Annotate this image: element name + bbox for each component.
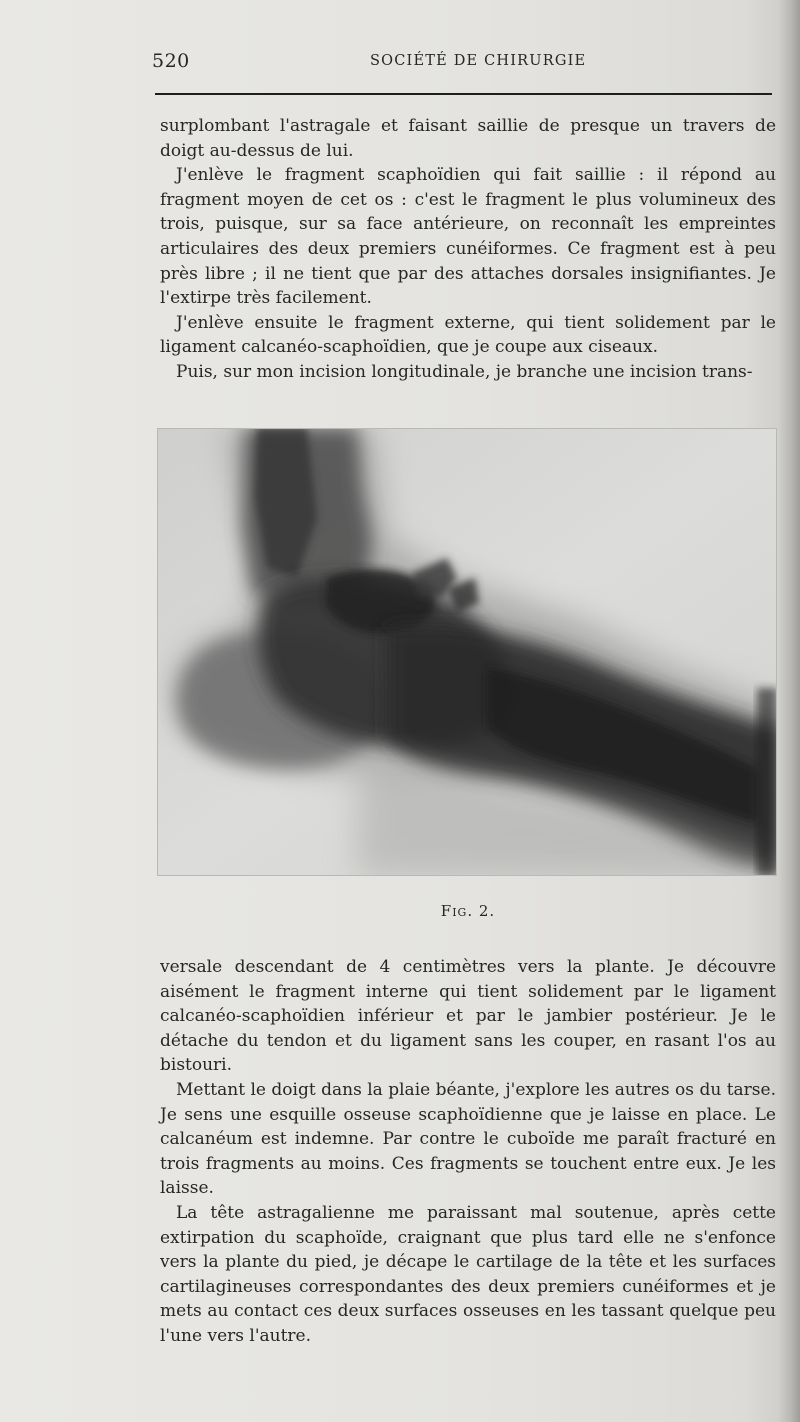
running-head: SOCIÉTÉ DE CHIRURGIE xyxy=(370,53,587,69)
page-number: 520 xyxy=(152,50,190,72)
page-edge-shadow xyxy=(778,0,800,1422)
bottom-text-block xyxy=(160,955,776,1349)
header-rule xyxy=(155,93,772,95)
paragraph: J'enlève ensuite le fragment externe, qui tient solidement par le ligament calcanéo-scaphoïdien, que je coupe aux ciseaux. xyxy=(160,312,776,358)
paragraph: La tête astragalienne me paraissant mal soutenue, après cette extirpation du scaphoïde, craignant que plus tard elle ne s'enfonce vers la plante du pied, je décape le cartilage de la tête et les surfaces cartilagineuses correspondantes des deux premiers cunéiformes et je mets au contact ces deux surfaces osseuses en les tassant quelque peu l'une vers l'autre. xyxy=(160,1202,776,1346)
top-text-block xyxy=(160,114,776,385)
paragraph: Puis, sur mon incision longitudinale, je branche une incision trans- xyxy=(176,361,753,382)
paragraph: versale descendant de 4 centimètres vers la plante. Je découvre aisément le fragment interne qui tient solidement par le ligament calcanéo-scaphoïdien inférieur et par le jambier postérieur. Je le détache du tendon et du ligament sans les couper, en rasant l'os au bistouri. xyxy=(160,957,776,1076)
foot-radiograph-image xyxy=(157,428,777,876)
paragraph: surplombant l'astragale et faisant saillie de presque un travers de doigt au-dessus de lui. xyxy=(160,116,776,161)
page-header xyxy=(152,50,774,78)
paragraph: J'enlève le fragment scaphoïdien qui fait saillie : il répond au fragment moyen de cet os : c'est le fragment le plus volumineux des trois, puisque, sur sa face antérieure, on reconnaît les empreintes articulaires des deux premiers cunéiformes. Ce fragment est à peu près libre ; il ne tient que par des attaches dorsales insignifiantes. Je l'extirpe très facilement. xyxy=(160,165,776,309)
figure-caption: Fig. 2. xyxy=(440,902,496,920)
paragraph: Mettant le doigt dans la plaie béante, j'explore les autres os du tarse. Je sens une esquille osseuse scaphoïdienne que je laisse en place. Le calcanéum est indemne. Par contre le cuboïde me paraît fracturé en trois fragments au moins. Ces fragments se touchent entre eux. Je les laisse. xyxy=(160,1079,776,1199)
radiograph-figure xyxy=(157,428,777,876)
